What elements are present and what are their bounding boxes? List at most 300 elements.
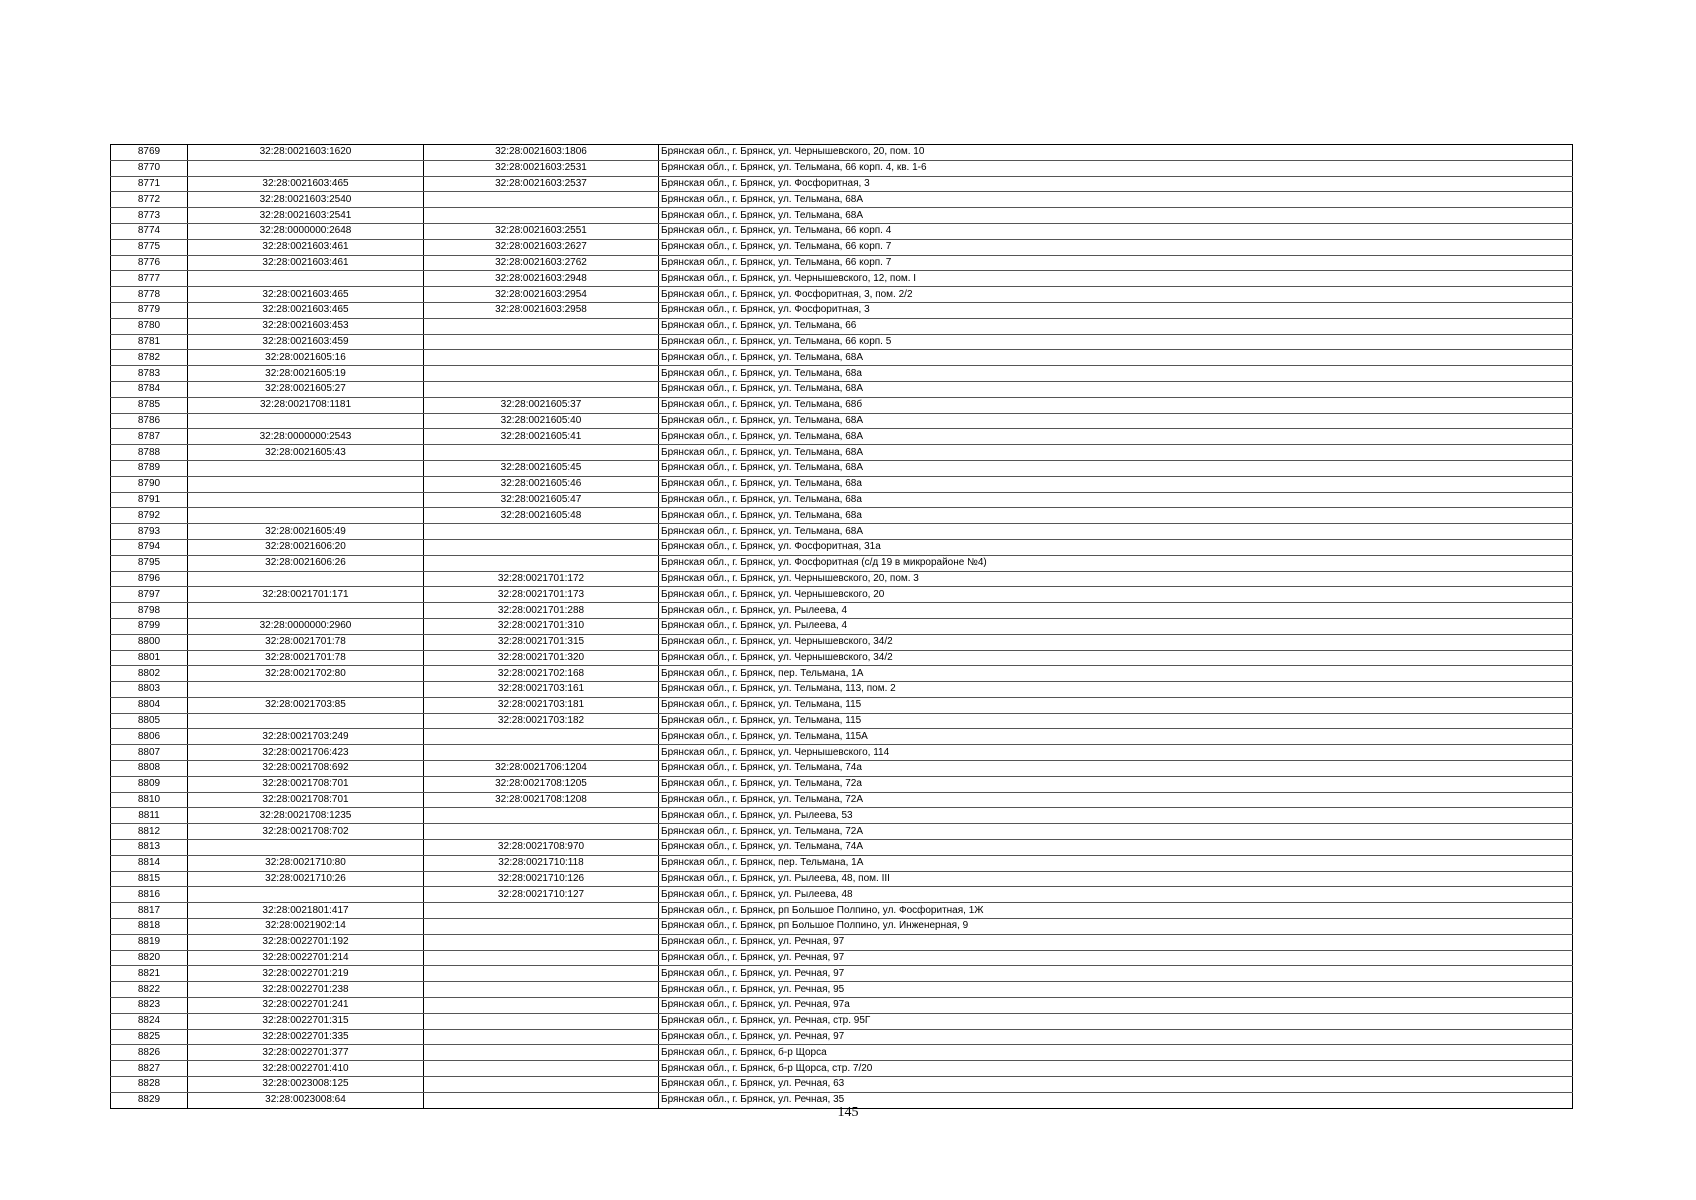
land-cadastral-number-cell: 32:28:0022701:219 <box>188 966 424 982</box>
land-cadastral-number-cell <box>188 413 424 429</box>
object-cadastral-number-cell <box>424 934 659 950</box>
table-row <box>111 539 1573 555</box>
table-row <box>111 919 1573 935</box>
object-cadastral-number-cell <box>424 445 659 461</box>
table-row <box>111 413 1573 429</box>
object-cadastral-number-cell <box>424 539 659 555</box>
object-cadastral-number-cell: 32:28:0021701:320 <box>424 650 659 666</box>
table-row <box>111 792 1573 808</box>
object-cadastral-number-cell <box>424 966 659 982</box>
object-cadastral-number-cell: 32:28:0021603:2627 <box>424 239 659 255</box>
address-cell: Брянская обл., г. Брянск, ул. Тельмана, 66 корп. 5 <box>659 334 1573 350</box>
object-cadastral-number-cell: 32:28:0021710:127 <box>424 887 659 903</box>
object-cadastral-number-cell: 32:28:0021702:168 <box>424 666 659 682</box>
land-cadastral-number-cell <box>188 160 424 176</box>
row-number-cell: 8829 <box>111 1092 188 1108</box>
land-cadastral-number-cell: 32:28:0021603:453 <box>188 318 424 334</box>
address-cell: Брянская обл., г. Брянск, б-р Щорса, стр. 7/20 <box>659 1061 1573 1077</box>
table-row <box>111 966 1573 982</box>
object-cadastral-number-cell: 32:28:0021708:1205 <box>424 776 659 792</box>
table-row <box>111 555 1573 571</box>
land-cadastral-number-cell: 32:28:0022701:241 <box>188 998 424 1014</box>
object-cadastral-number-cell <box>424 1029 659 1045</box>
land-cadastral-number-cell: 32:28:0021603:459 <box>188 334 424 350</box>
row-number-cell: 8769 <box>111 145 188 161</box>
object-cadastral-number-cell: 32:28:0021701:310 <box>424 618 659 634</box>
land-cadastral-number-cell: 32:28:0021708:701 <box>188 792 424 808</box>
table-row <box>111 208 1573 224</box>
land-cadastral-number-cell: 32:28:0021603:2540 <box>188 192 424 208</box>
row-number-cell: 8793 <box>111 524 188 540</box>
table-row <box>111 381 1573 397</box>
row-number-cell: 8800 <box>111 634 188 650</box>
table-row <box>111 334 1573 350</box>
object-cadastral-number-cell <box>424 745 659 761</box>
land-cadastral-number-cell: 32:28:0021603:465 <box>188 176 424 192</box>
object-cadastral-number-cell: 32:28:0021603:2551 <box>424 223 659 239</box>
table-row <box>111 350 1573 366</box>
land-cadastral-number-cell: 32:28:0022701:335 <box>188 1029 424 1045</box>
table-row <box>111 492 1573 508</box>
address-cell: Брянская обл., г. Брянск, ул. Чернышевского, 34/2 <box>659 634 1573 650</box>
address-cell: Брянская обл., г. Брянск, ул. Тельмана, 68а <box>659 366 1573 382</box>
land-cadastral-number-cell: 32:28:0022701:238 <box>188 982 424 998</box>
object-cadastral-number-cell <box>424 982 659 998</box>
row-number-cell: 8826 <box>111 1045 188 1061</box>
table-row <box>111 903 1573 919</box>
land-cadastral-number-cell <box>188 508 424 524</box>
address-cell: Брянская обл., г. Брянск, ул. Тельмана, 68А <box>659 350 1573 366</box>
land-cadastral-number-cell: 32:28:0021708:1181 <box>188 397 424 413</box>
row-number-cell: 8778 <box>111 287 188 303</box>
address-cell: Брянская обл., г. Брянск, ул. Фосфоритная (с/д 19 в микрорайоне №4) <box>659 555 1573 571</box>
address-cell: Брянская обл., г. Брянск, ул. Рылеева, 48 <box>659 887 1573 903</box>
row-number-cell: 8804 <box>111 697 188 713</box>
address-cell: Брянская обл., г. Брянск, ул. Тельмана, 68А <box>659 208 1573 224</box>
row-number-cell: 8809 <box>111 776 188 792</box>
address-cell: Брянская обл., г. Брянск, ул. Тельмана, 66 корп. 7 <box>659 239 1573 255</box>
row-number-cell: 8797 <box>111 587 188 603</box>
address-cell: Брянская обл., г. Брянск, ул. Тельмана, 68А <box>659 192 1573 208</box>
table-row <box>111 524 1573 540</box>
object-cadastral-number-cell: 32:28:0021703:182 <box>424 713 659 729</box>
object-cadastral-number-cell: 32:28:0021603:2531 <box>424 160 659 176</box>
table-row <box>111 603 1573 619</box>
table-row <box>111 650 1573 666</box>
row-number-cell: 8798 <box>111 603 188 619</box>
address-cell: Брянская обл., г. Брянск, ул. Фосфоритная, 3, пом. 2/2 <box>659 287 1573 303</box>
table-row <box>111 713 1573 729</box>
row-number-cell: 8819 <box>111 934 188 950</box>
land-cadastral-number-cell <box>188 271 424 287</box>
row-number-cell: 8781 <box>111 334 188 350</box>
row-number-cell: 8777 <box>111 271 188 287</box>
address-cell: Брянская обл., г. Брянск, ул. Тельмана, 68а <box>659 492 1573 508</box>
table-row <box>111 634 1573 650</box>
address-cell: Брянская обл., г. Брянск, ул. Тельмана, 68А <box>659 445 1573 461</box>
address-cell: Брянская обл., г. Брянск, ул. Фосфоритная, 3 <box>659 176 1573 192</box>
table-row <box>111 318 1573 334</box>
object-cadastral-number-cell <box>424 208 659 224</box>
object-cadastral-number-cell: 32:28:0021701:288 <box>424 603 659 619</box>
address-cell: Брянская обл., г. Брянск, пер. Тельмана, 1А <box>659 666 1573 682</box>
land-cadastral-number-cell <box>188 492 424 508</box>
row-number-cell: 8775 <box>111 239 188 255</box>
table-row <box>111 271 1573 287</box>
address-cell: Брянская обл., г. Брянск, б-р Щорса <box>659 1045 1573 1061</box>
land-cadastral-number-cell: 32:28:0021703:85 <box>188 697 424 713</box>
table-row <box>111 934 1573 950</box>
table-row <box>111 745 1573 761</box>
table-row <box>111 366 1573 382</box>
address-cell: Брянская обл., г. Брянск, ул. Речная, 63 <box>659 1077 1573 1093</box>
object-cadastral-number-cell: 32:28:0021603:2537 <box>424 176 659 192</box>
address-cell: Брянская обл., г. Брянск, ул. Рылеева, 48, пом. III <box>659 871 1573 887</box>
object-cadastral-number-cell: 32:28:0021605:46 <box>424 476 659 492</box>
address-cell: Брянская обл., г. Брянск, ул. Чернышевского, 34/2 <box>659 650 1573 666</box>
address-cell: Брянская обл., г. Брянск, ул. Речная, стр. 95Г <box>659 1013 1573 1029</box>
land-cadastral-number-cell: 32:28:0021605:43 <box>188 445 424 461</box>
land-cadastral-number-cell: 32:28:0022701:192 <box>188 934 424 950</box>
address-cell: Брянская обл., г. Брянск, ул. Рылеева, 4 <box>659 618 1573 634</box>
row-number-cell: 8788 <box>111 445 188 461</box>
table-row <box>111 571 1573 587</box>
object-cadastral-number-cell <box>424 1077 659 1093</box>
row-number-cell: 8790 <box>111 476 188 492</box>
land-cadastral-number-cell <box>188 460 424 476</box>
table-row <box>111 1077 1573 1093</box>
object-cadastral-number-cell: 32:28:0021708:1208 <box>424 792 659 808</box>
table-row <box>111 445 1573 461</box>
object-cadastral-number-cell <box>424 998 659 1014</box>
object-cadastral-number-cell: 32:28:0021701:172 <box>424 571 659 587</box>
land-cadastral-number-cell: 32:28:0023008:125 <box>188 1077 424 1093</box>
table-row <box>111 824 1573 840</box>
table-row <box>111 982 1573 998</box>
row-number-cell: 8787 <box>111 429 188 445</box>
address-cell: Брянская обл., г. Брянск, ул. Речная, 97а <box>659 998 1573 1014</box>
address-cell: Брянская обл., г. Брянск, ул. Тельмана, 72А <box>659 792 1573 808</box>
land-cadastral-number-cell: 32:28:0021603:1620 <box>188 145 424 161</box>
row-number-cell: 8821 <box>111 966 188 982</box>
table-row <box>111 460 1573 476</box>
table-row <box>111 302 1573 318</box>
row-number-cell: 8784 <box>111 381 188 397</box>
object-cadastral-number-cell <box>424 824 659 840</box>
row-number-cell: 8805 <box>111 713 188 729</box>
row-number-cell: 8802 <box>111 666 188 682</box>
address-cell: Брянская обл., г. Брянск, ул. Чернышевского, 20, пом. 3 <box>659 571 1573 587</box>
object-cadastral-number-cell: 32:28:0021703:181 <box>424 697 659 713</box>
row-number-cell: 8817 <box>111 903 188 919</box>
address-cell: Брянская обл., г. Брянск, ул. Тельмана, 68б <box>659 397 1573 413</box>
table-row <box>111 239 1573 255</box>
table-row <box>111 808 1573 824</box>
row-number-cell: 8783 <box>111 366 188 382</box>
address-cell: Брянская обл., г. Брянск, ул. Фосфоритная, 31а <box>659 539 1573 555</box>
table-row <box>111 1013 1573 1029</box>
cadastral-register-sheet <box>110 144 1573 1109</box>
address-cell: Брянская обл., г. Брянск, рп Большое Полпино, ул. Фосфоритная, 1Ж <box>659 903 1573 919</box>
table-row <box>111 192 1573 208</box>
table-row <box>111 618 1573 634</box>
table-row <box>111 666 1573 682</box>
address-cell: Брянская обл., г. Брянск, ул. Чернышевского, 20 <box>659 587 1573 603</box>
address-cell: Брянская обл., г. Брянск, ул. Тельмана, 66 корп. 7 <box>659 255 1573 271</box>
row-number-cell: 8771 <box>111 176 188 192</box>
address-cell: Брянская обл., г. Брянск, ул. Рылеева, 53 <box>659 808 1573 824</box>
address-cell: Брянская обл., г. Брянск, ул. Тельмана, 66 корп. 4 <box>659 223 1573 239</box>
land-cadastral-number-cell: 32:28:0022701:377 <box>188 1045 424 1061</box>
table-row <box>111 1061 1573 1077</box>
land-cadastral-number-cell: 32:28:0021603:461 <box>188 239 424 255</box>
land-cadastral-number-cell: 32:28:0021703:249 <box>188 729 424 745</box>
address-cell: Брянская обл., г. Брянск, ул. Речная, 97 <box>659 966 1573 982</box>
address-cell: Брянская обл., г. Брянск, ул. Речная, 97 <box>659 1029 1573 1045</box>
row-number-cell: 8796 <box>111 571 188 587</box>
address-cell: Брянская обл., г. Брянск, ул. Тельмана, 72а <box>659 776 1573 792</box>
row-number-cell: 8780 <box>111 318 188 334</box>
land-cadastral-number-cell: 32:28:0000000:2543 <box>188 429 424 445</box>
object-cadastral-number-cell: 32:28:0021605:45 <box>424 460 659 476</box>
object-cadastral-number-cell: 32:28:0021605:47 <box>424 492 659 508</box>
table-row <box>111 998 1573 1014</box>
land-cadastral-number-cell: 32:28:0021603:2541 <box>188 208 424 224</box>
land-cadastral-number-cell: 32:28:0021708:692 <box>188 761 424 777</box>
land-cadastral-number-cell: 32:28:0021605:16 <box>188 350 424 366</box>
land-cadastral-number-cell: 32:28:0021902:14 <box>188 919 424 935</box>
address-cell: Брянская обл., г. Брянск, рп Большое Полпино, ул. Инженерная, 9 <box>659 919 1573 935</box>
object-cadastral-number-cell: 32:28:0021603:2948 <box>424 271 659 287</box>
land-cadastral-number-cell: 32:28:0021701:171 <box>188 587 424 603</box>
land-cadastral-number-cell <box>188 603 424 619</box>
land-cadastral-number-cell: 32:28:0022701:214 <box>188 950 424 966</box>
table-row <box>111 697 1573 713</box>
land-cadastral-number-cell: 32:28:0021606:20 <box>188 539 424 555</box>
land-cadastral-number-cell <box>188 887 424 903</box>
address-cell: Брянская обл., г. Брянск, ул. Тельмана, 113, пом. 2 <box>659 682 1573 698</box>
object-cadastral-number-cell: 32:28:0021605:37 <box>424 397 659 413</box>
row-number-cell: 8806 <box>111 729 188 745</box>
object-cadastral-number-cell <box>424 1013 659 1029</box>
object-cadastral-number-cell <box>424 192 659 208</box>
table-row <box>111 1029 1573 1045</box>
register-table <box>110 144 1573 1109</box>
object-cadastral-number-cell: 32:28:0021703:161 <box>424 682 659 698</box>
row-number-cell: 8824 <box>111 1013 188 1029</box>
address-cell: Брянская обл., г. Брянск, ул. Тельмана, 115 <box>659 697 1573 713</box>
object-cadastral-number-cell <box>424 381 659 397</box>
row-number-cell: 8823 <box>111 998 188 1014</box>
row-number-cell: 8828 <box>111 1077 188 1093</box>
table-row <box>111 761 1573 777</box>
land-cadastral-number-cell: 32:28:0021606:26 <box>188 555 424 571</box>
register-table-body <box>111 145 1573 1109</box>
table-row <box>111 176 1573 192</box>
address-cell: Брянская обл., г. Брянск, ул. Речная, 97 <box>659 950 1573 966</box>
object-cadastral-number-cell: 32:28:0021605:40 <box>424 413 659 429</box>
land-cadastral-number-cell: 32:28:0022701:315 <box>188 1013 424 1029</box>
land-cadastral-number-cell: 32:28:0021708:1235 <box>188 808 424 824</box>
land-cadastral-number-cell: 32:28:0021708:701 <box>188 776 424 792</box>
land-cadastral-number-cell: 32:28:0021605:27 <box>188 381 424 397</box>
page-number: 145 <box>837 1105 859 1120</box>
address-cell: Брянская обл., г. Брянск, ул. Тельмана, 68А <box>659 524 1573 540</box>
address-cell: Брянская обл., г. Брянск, ул. Тельмана, 68А <box>659 429 1573 445</box>
land-cadastral-number-cell: 32:28:0021710:80 <box>188 855 424 871</box>
object-cadastral-number-cell <box>424 903 659 919</box>
object-cadastral-number-cell <box>424 919 659 935</box>
row-number-cell: 8786 <box>111 413 188 429</box>
row-number-cell: 8770 <box>111 160 188 176</box>
address-cell: Брянская обл., г. Брянск, ул. Тельмана, 115 <box>659 713 1573 729</box>
object-cadastral-number-cell: 32:28:0021605:48 <box>424 508 659 524</box>
row-number-cell: 8810 <box>111 792 188 808</box>
object-cadastral-number-cell <box>424 729 659 745</box>
table-row <box>111 508 1573 524</box>
table-row <box>111 1045 1573 1061</box>
object-cadastral-number-cell <box>424 808 659 824</box>
table-row <box>111 397 1573 413</box>
row-number-cell: 8789 <box>111 460 188 476</box>
row-number-cell: 8820 <box>111 950 188 966</box>
table-row <box>111 587 1573 603</box>
row-number-cell: 8814 <box>111 855 188 871</box>
land-cadastral-number-cell: 32:28:0021605:49 <box>188 524 424 540</box>
table-row <box>111 160 1573 176</box>
land-cadastral-number-cell: 32:28:0021605:19 <box>188 366 424 382</box>
row-number-cell: 8818 <box>111 919 188 935</box>
land-cadastral-number-cell: 32:28:0000000:2960 <box>188 618 424 634</box>
row-number-cell: 8773 <box>111 208 188 224</box>
land-cadastral-number-cell: 32:28:0021603:465 <box>188 302 424 318</box>
address-cell: Брянская обл., г. Брянск, ул. Тельмана, 72А <box>659 824 1573 840</box>
object-cadastral-number-cell: 32:28:0021710:126 <box>424 871 659 887</box>
land-cadastral-number-cell: 32:28:0021701:78 <box>188 634 424 650</box>
row-number-cell: 8813 <box>111 840 188 856</box>
object-cadastral-number-cell <box>424 334 659 350</box>
land-cadastral-number-cell <box>188 571 424 587</box>
address-cell: Брянская обл., г. Брянск, ул. Чернышевского, 12, пом. I <box>659 271 1573 287</box>
row-number-cell: 8779 <box>111 302 188 318</box>
table-row <box>111 223 1573 239</box>
table-row <box>111 476 1573 492</box>
row-number-cell: 8792 <box>111 508 188 524</box>
address-cell: Брянская обл., г. Брянск, ул. Речная, 97 <box>659 934 1573 950</box>
object-cadastral-number-cell <box>424 350 659 366</box>
object-cadastral-number-cell: 32:28:0021603:2762 <box>424 255 659 271</box>
object-cadastral-number-cell: 32:28:0021701:173 <box>424 587 659 603</box>
address-cell: Брянская обл., г. Брянск, ул. Речная, 95 <box>659 982 1573 998</box>
row-number-cell: 8807 <box>111 745 188 761</box>
table-row <box>111 776 1573 792</box>
row-number-cell: 8776 <box>111 255 188 271</box>
land-cadastral-number-cell <box>188 476 424 492</box>
object-cadastral-number-cell <box>424 950 659 966</box>
address-cell: Брянская обл., г. Брянск, ул. Фосфоритная, 3 <box>659 302 1573 318</box>
address-cell: Брянская обл., г. Брянск, ул. Тельмана, 66 корп. 4, кв. 1-6 <box>659 160 1573 176</box>
land-cadastral-number-cell: 32:28:0021603:461 <box>188 255 424 271</box>
land-cadastral-number-cell <box>188 682 424 698</box>
table-row <box>111 887 1573 903</box>
table-row <box>111 729 1573 745</box>
table-row <box>111 682 1573 698</box>
land-cadastral-number-cell: 32:28:0021702:80 <box>188 666 424 682</box>
object-cadastral-number-cell: 32:28:0021603:1806 <box>424 145 659 161</box>
object-cadastral-number-cell: 32:28:0021603:2954 <box>424 287 659 303</box>
land-cadastral-number-cell: 32:28:0021701:78 <box>188 650 424 666</box>
table-row <box>111 145 1573 161</box>
land-cadastral-number-cell: 32:28:0021710:26 <box>188 871 424 887</box>
row-number-cell: 8799 <box>111 618 188 634</box>
object-cadastral-number-cell <box>424 1045 659 1061</box>
table-row <box>111 255 1573 271</box>
object-cadastral-number-cell <box>424 318 659 334</box>
row-number-cell: 8815 <box>111 871 188 887</box>
row-number-cell: 8791 <box>111 492 188 508</box>
row-number-cell: 8822 <box>111 982 188 998</box>
address-cell: Брянская обл., г. Брянск, ул. Тельмана, 74а <box>659 761 1573 777</box>
object-cadastral-number-cell: 32:28:0021708:970 <box>424 840 659 856</box>
row-number-cell: 8811 <box>111 808 188 824</box>
object-cadastral-number-cell: 32:28:0021603:2958 <box>424 302 659 318</box>
address-cell: Брянская обл., г. Брянск, ул. Чернышевского, 20, пом. 10 <box>659 145 1573 161</box>
address-cell: Брянская обл., г. Брянск, ул. Тельмана, 68а <box>659 476 1573 492</box>
object-cadastral-number-cell: 32:28:0021605:41 <box>424 429 659 445</box>
address-cell: Брянская обл., г. Брянск, ул. Чернышевского, 114 <box>659 745 1573 761</box>
row-number-cell: 8772 <box>111 192 188 208</box>
land-cadastral-number-cell: 32:28:0021706:423 <box>188 745 424 761</box>
table-row <box>111 871 1573 887</box>
row-number-cell: 8782 <box>111 350 188 366</box>
address-cell: Брянская обл., г. Брянск, ул. Тельмана, 115А <box>659 729 1573 745</box>
row-number-cell: 8785 <box>111 397 188 413</box>
land-cadastral-number-cell: 32:28:0000000:2648 <box>188 223 424 239</box>
object-cadastral-number-cell <box>424 555 659 571</box>
land-cadastral-number-cell: 32:28:0023008:64 <box>188 1092 424 1108</box>
land-cadastral-number-cell <box>188 840 424 856</box>
address-cell: Брянская обл., г. Брянск, ул. Тельмана, 74А <box>659 840 1573 856</box>
row-number-cell: 8795 <box>111 555 188 571</box>
table-row <box>111 855 1573 871</box>
row-number-cell: 8827 <box>111 1061 188 1077</box>
address-cell: Брянская обл., г. Брянск, ул. Тельмана, 68А <box>659 413 1573 429</box>
address-cell: Брянская обл., г. Брянск, ул. Тельмана, 68А <box>659 381 1573 397</box>
address-cell: Брянская обл., г. Брянск, ул. Рылеева, 4 <box>659 603 1573 619</box>
address-cell: Брянская обл., г. Брянск, пер. Тельмана, 1А <box>659 855 1573 871</box>
object-cadastral-number-cell: 32:28:0021701:315 <box>424 634 659 650</box>
row-number-cell: 8801 <box>111 650 188 666</box>
row-number-cell: 8825 <box>111 1029 188 1045</box>
object-cadastral-number-cell: 32:28:0021706:1204 <box>424 761 659 777</box>
land-cadastral-number-cell: 32:28:0022701:410 <box>188 1061 424 1077</box>
table-row <box>111 840 1573 856</box>
table-row <box>111 429 1573 445</box>
row-number-cell: 8808 <box>111 761 188 777</box>
address-cell: Брянская обл., г. Брянск, ул. Тельмана, 68а <box>659 508 1573 524</box>
land-cadastral-number-cell: 32:28:0021708:702 <box>188 824 424 840</box>
row-number-cell: 8794 <box>111 539 188 555</box>
object-cadastral-number-cell <box>424 1061 659 1077</box>
object-cadastral-number-cell <box>424 366 659 382</box>
land-cadastral-number-cell <box>188 713 424 729</box>
address-cell: Брянская обл., г. Брянск, ул. Тельмана, 68А <box>659 460 1573 476</box>
object-cadastral-number-cell: 32:28:0021710:118 <box>424 855 659 871</box>
address-cell: Брянская обл., г. Брянск, ул. Речная, 35 <box>659 1092 1573 1108</box>
land-cadastral-number-cell: 32:28:0021603:465 <box>188 287 424 303</box>
address-cell: Брянская обл., г. Брянск, ул. Тельмана, 66 <box>659 318 1573 334</box>
row-number-cell: 8803 <box>111 682 188 698</box>
